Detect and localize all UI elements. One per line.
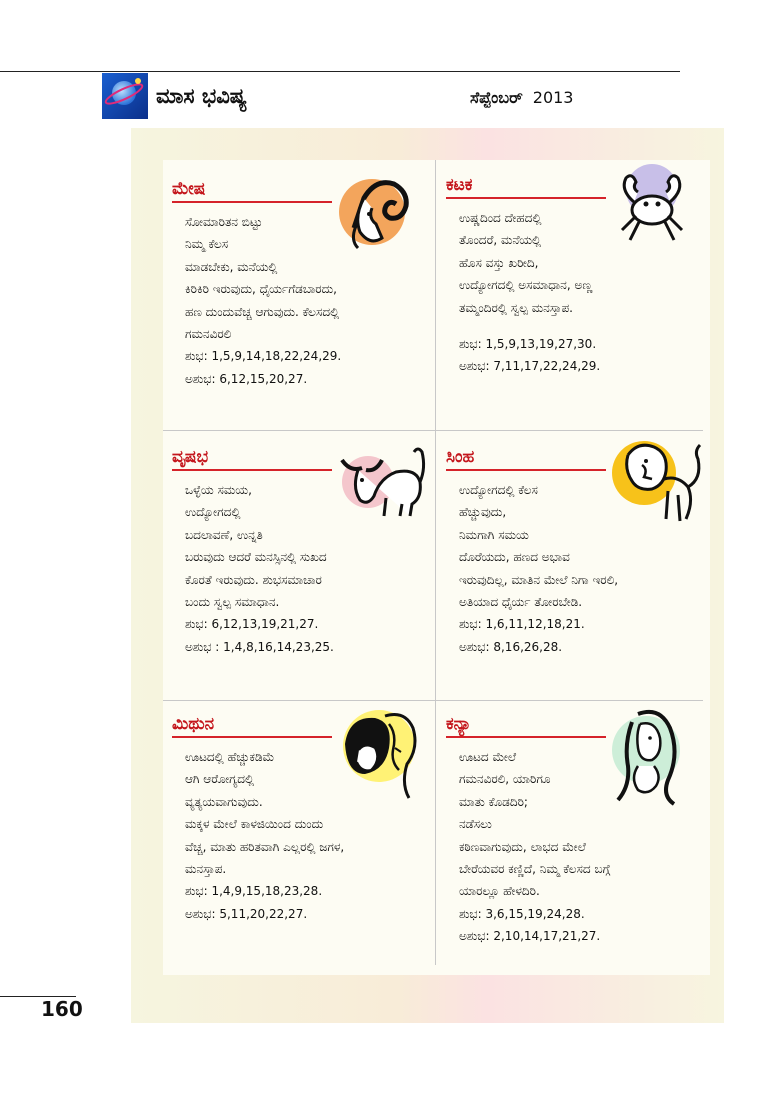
sign-vrushabha — [172, 446, 332, 658]
sign-text-line: ಕೊರತೆ ಇರುವುದು. ಶುಭಸಮಾಚಾರ — [185, 572, 322, 587]
sign-simha — [446, 446, 619, 658]
shubha-days: ಶುಭ: 6,12,13,19,21,27. — [185, 617, 319, 632]
sign-text-line: ಮಾತು ಕೊಡದಿರಿ; — [459, 794, 528, 809]
sign-body — [446, 207, 699, 378]
sign-kataka — [446, 174, 606, 378]
ashubha-days: ಅಶುಭ: 7,11,17,22,24,29. — [459, 359, 601, 374]
sign-text-line: ವೆಚ್ಚ, ಮಾತು ಹರಿತವಾಗಿ ಎಲ್ಲರಲ್ಲಿ ಜಗಳ, — [185, 839, 345, 854]
header-rule — [0, 71, 680, 72]
sign-text-line: ಕಠಿಣವಾಗುವುದು, ಲಾಭದ ಮೇಲೆ — [459, 839, 586, 854]
ashubha-days: ಅಶುಭ: 6,12,15,20,27. — [185, 371, 308, 386]
sign-title: ಮೇಷ — [172, 179, 206, 199]
sign-text-line: ಆಗಿ ಆರೋಗ್ಯದಲ್ಲಿ — [185, 772, 255, 787]
ashubha-days: ಅಶುಭ: 5,11,20,22,27. — [185, 906, 308, 921]
title-rule — [172, 469, 332, 471]
sign-text-line: ಮನಸ್ತಾಪ. — [185, 862, 227, 877]
sign-body — [172, 211, 465, 390]
sign-title: ಸಿಂಹ — [446, 447, 475, 467]
sign-text-line: ಯಾರಲ್ಲೂ ಹೇಳದಿರಿ. — [459, 884, 540, 899]
sign-text-line: ತಮ್ಮಂದಿರಲ್ಲಿ ಸ್ವಲ್ಪ ಮನಸ್ತಾಪ. — [459, 300, 573, 315]
sign-text-line: ಬೇರೆಯವರ ಕಣ್ಣಿದೆ, ನಿಮ್ಮ ಕೆಲಸದ ಬಗ್ಗೆ — [459, 862, 611, 877]
sign-body — [172, 479, 435, 658]
sign-text-line: ಬದಲಾವಣೆ, ಉನ್ನತಿ — [185, 527, 263, 542]
row-divider-1 — [163, 430, 703, 431]
sign-text-line: ನಿಮಗಾಗಿ ಸಮಯ — [459, 527, 529, 542]
sign-body — [172, 746, 435, 925]
sign-title: ಕಟಕ — [446, 175, 473, 195]
sign-mithuna — [172, 713, 345, 925]
sign-text-line: ವ್ಯತ್ಯಯವಾಗುವುದು. — [185, 794, 263, 809]
sign-text-line: ಊಟದಲ್ಲಿ ಹೆಚ್ಚುಕಡಿಮೆ — [185, 750, 275, 764]
shubha-days: ಶುಭ: 3,6,15,19,24,28. — [459, 906, 585, 921]
sign-text-line: ಬಂದು ಸ್ವಲ್ಪ ಸಮಾಧಾನ. — [185, 595, 280, 610]
planet-logo-icon — [102, 73, 148, 119]
sign-text-line: ಗಮನವಿರಲಿ, ಯಾರಿಗೂ — [459, 772, 551, 787]
sign-text-line: ಉದ್ಯೋಗದಲ್ಲಿ ಅಸಮಾಧಾನ, ಅಣ್ಣ — [459, 278, 593, 293]
page-number: 160 — [41, 997, 83, 1021]
title-rule — [446, 469, 606, 471]
sign-text-line: ಹಣ ದುಂದುವೆಚ್ಚ ಆಗುವುದು. ಕೆಲಸದಲ್ಲಿ — [185, 304, 340, 319]
issue-month: ಸೆಪ್ಟೆಂಬರ್ — [470, 88, 523, 107]
sign-text-line: ಬರುವುದು ಆದರೆ ಮನಸ್ಸಿನಲ್ಲಿ ಸುಖದ — [185, 550, 327, 565]
sign-text-line: ಉದ್ಯೋಗದಲ್ಲಿ — [185, 505, 241, 520]
ashubha-days: ಅಶುಭ: 2,10,14,17,21,27. — [459, 929, 601, 944]
sign-text-line: ಕಿರಿಕಿರಿ ಇರುವುದು, ಧೈರ್ಯಗೆಡಬಾರದು, — [185, 282, 337, 297]
sign-text-line: ಇರುವುದಿಲ್ಲ, ಮಾತಿನ ಮೇಲೆ ನಿಗಾ ಇರಲಿ, — [459, 572, 619, 587]
sign-text-line: ನಡೆಸಲು — [459, 817, 492, 832]
shubha-days: ಶುಭ: 1,4,9,15,18,23,28. — [185, 884, 323, 899]
sign-text-line: ದೊರೆಯದು, ಹಣದ ಅಭಾವ — [459, 550, 570, 565]
shubha-days: ಶುಭ: 1,6,11,12,18,21. — [459, 617, 585, 632]
row-divider-2 — [163, 700, 703, 701]
ashubha-days: ಅಶುಭ : 1,4,8,16,14,23,25. — [185, 639, 334, 654]
sign-kanya — [446, 713, 611, 948]
title-rule — [446, 197, 606, 199]
sign-text-line: ಸೋಮಾರಿತನ ಬಿಟ್ಟು — [185, 215, 263, 229]
sign-text-line: ಒಳ್ಳೆಯ ಸಮಯ, — [185, 483, 252, 497]
spacer — [459, 319, 699, 333]
sign-text-line: ಹೆಚ್ಚುವುದು, — [459, 505, 507, 520]
sign-text-line: ಉಷ್ಣದಿಂದ ದೇಹದಲ್ಲಿ — [459, 211, 542, 225]
sign-body — [446, 746, 709, 948]
title-rule — [446, 736, 606, 738]
sign-title: ಕನ್ಯಾ — [446, 714, 472, 734]
sign-text-line: ಹೊಸ ವಸ್ತು ಖರೀದಿ, — [459, 255, 539, 270]
ashubha-days: ಅಶುಭ: 8,16,26,28. — [459, 639, 563, 654]
title-rule — [172, 736, 332, 738]
sign-body — [446, 479, 709, 658]
page-title: ಮಾಸ ಭವಿಷ್ಯ — [156, 84, 247, 108]
sign-text-line: ತೊಂದರೆ, ಮನೆಯಲ್ಲಿ — [459, 233, 542, 248]
shubha-days: ಶುಭ: 1,5,9,13,19,27,30. — [459, 337, 597, 352]
title-rule — [172, 201, 332, 203]
sign-text-line: ಅತಿಯಾದ ಧೈರ್ಯ ತೋರಬೇಡಿ. — [459, 595, 583, 610]
sign-mesha — [172, 178, 342, 390]
issue-date — [470, 88, 573, 108]
issue-year: 2013 — [532, 88, 574, 107]
sign-text-line: ನಿಮ್ಮ ಕೆಲಸ — [185, 237, 229, 252]
sign-text-line: ಮಾಡಬೇಕು, ಮನೆಯಲ್ಲಿ — [185, 259, 278, 274]
sign-text-line: ಮಕ್ಕಳ ಮೇಲೆ ಕಾಳಜಿಯಿಂದ ದುಂದು — [185, 817, 324, 832]
sign-title: ವೃಷಭ — [172, 447, 209, 467]
shubha-days: ಶುಭ: 1,5,9,14,18,22,24,29. — [185, 349, 342, 364]
sign-text-line: ಊಟದ ಮೇಲೆ — [459, 750, 517, 764]
sign-title: ಮಿಥುನ — [172, 714, 215, 734]
sign-text-line: ಗಮನವಿರಲಿ — [185, 327, 232, 342]
sign-text-line: ಉದ್ಯೋಗದಲ್ಲಿ ಕೆಲಸ — [459, 483, 538, 497]
